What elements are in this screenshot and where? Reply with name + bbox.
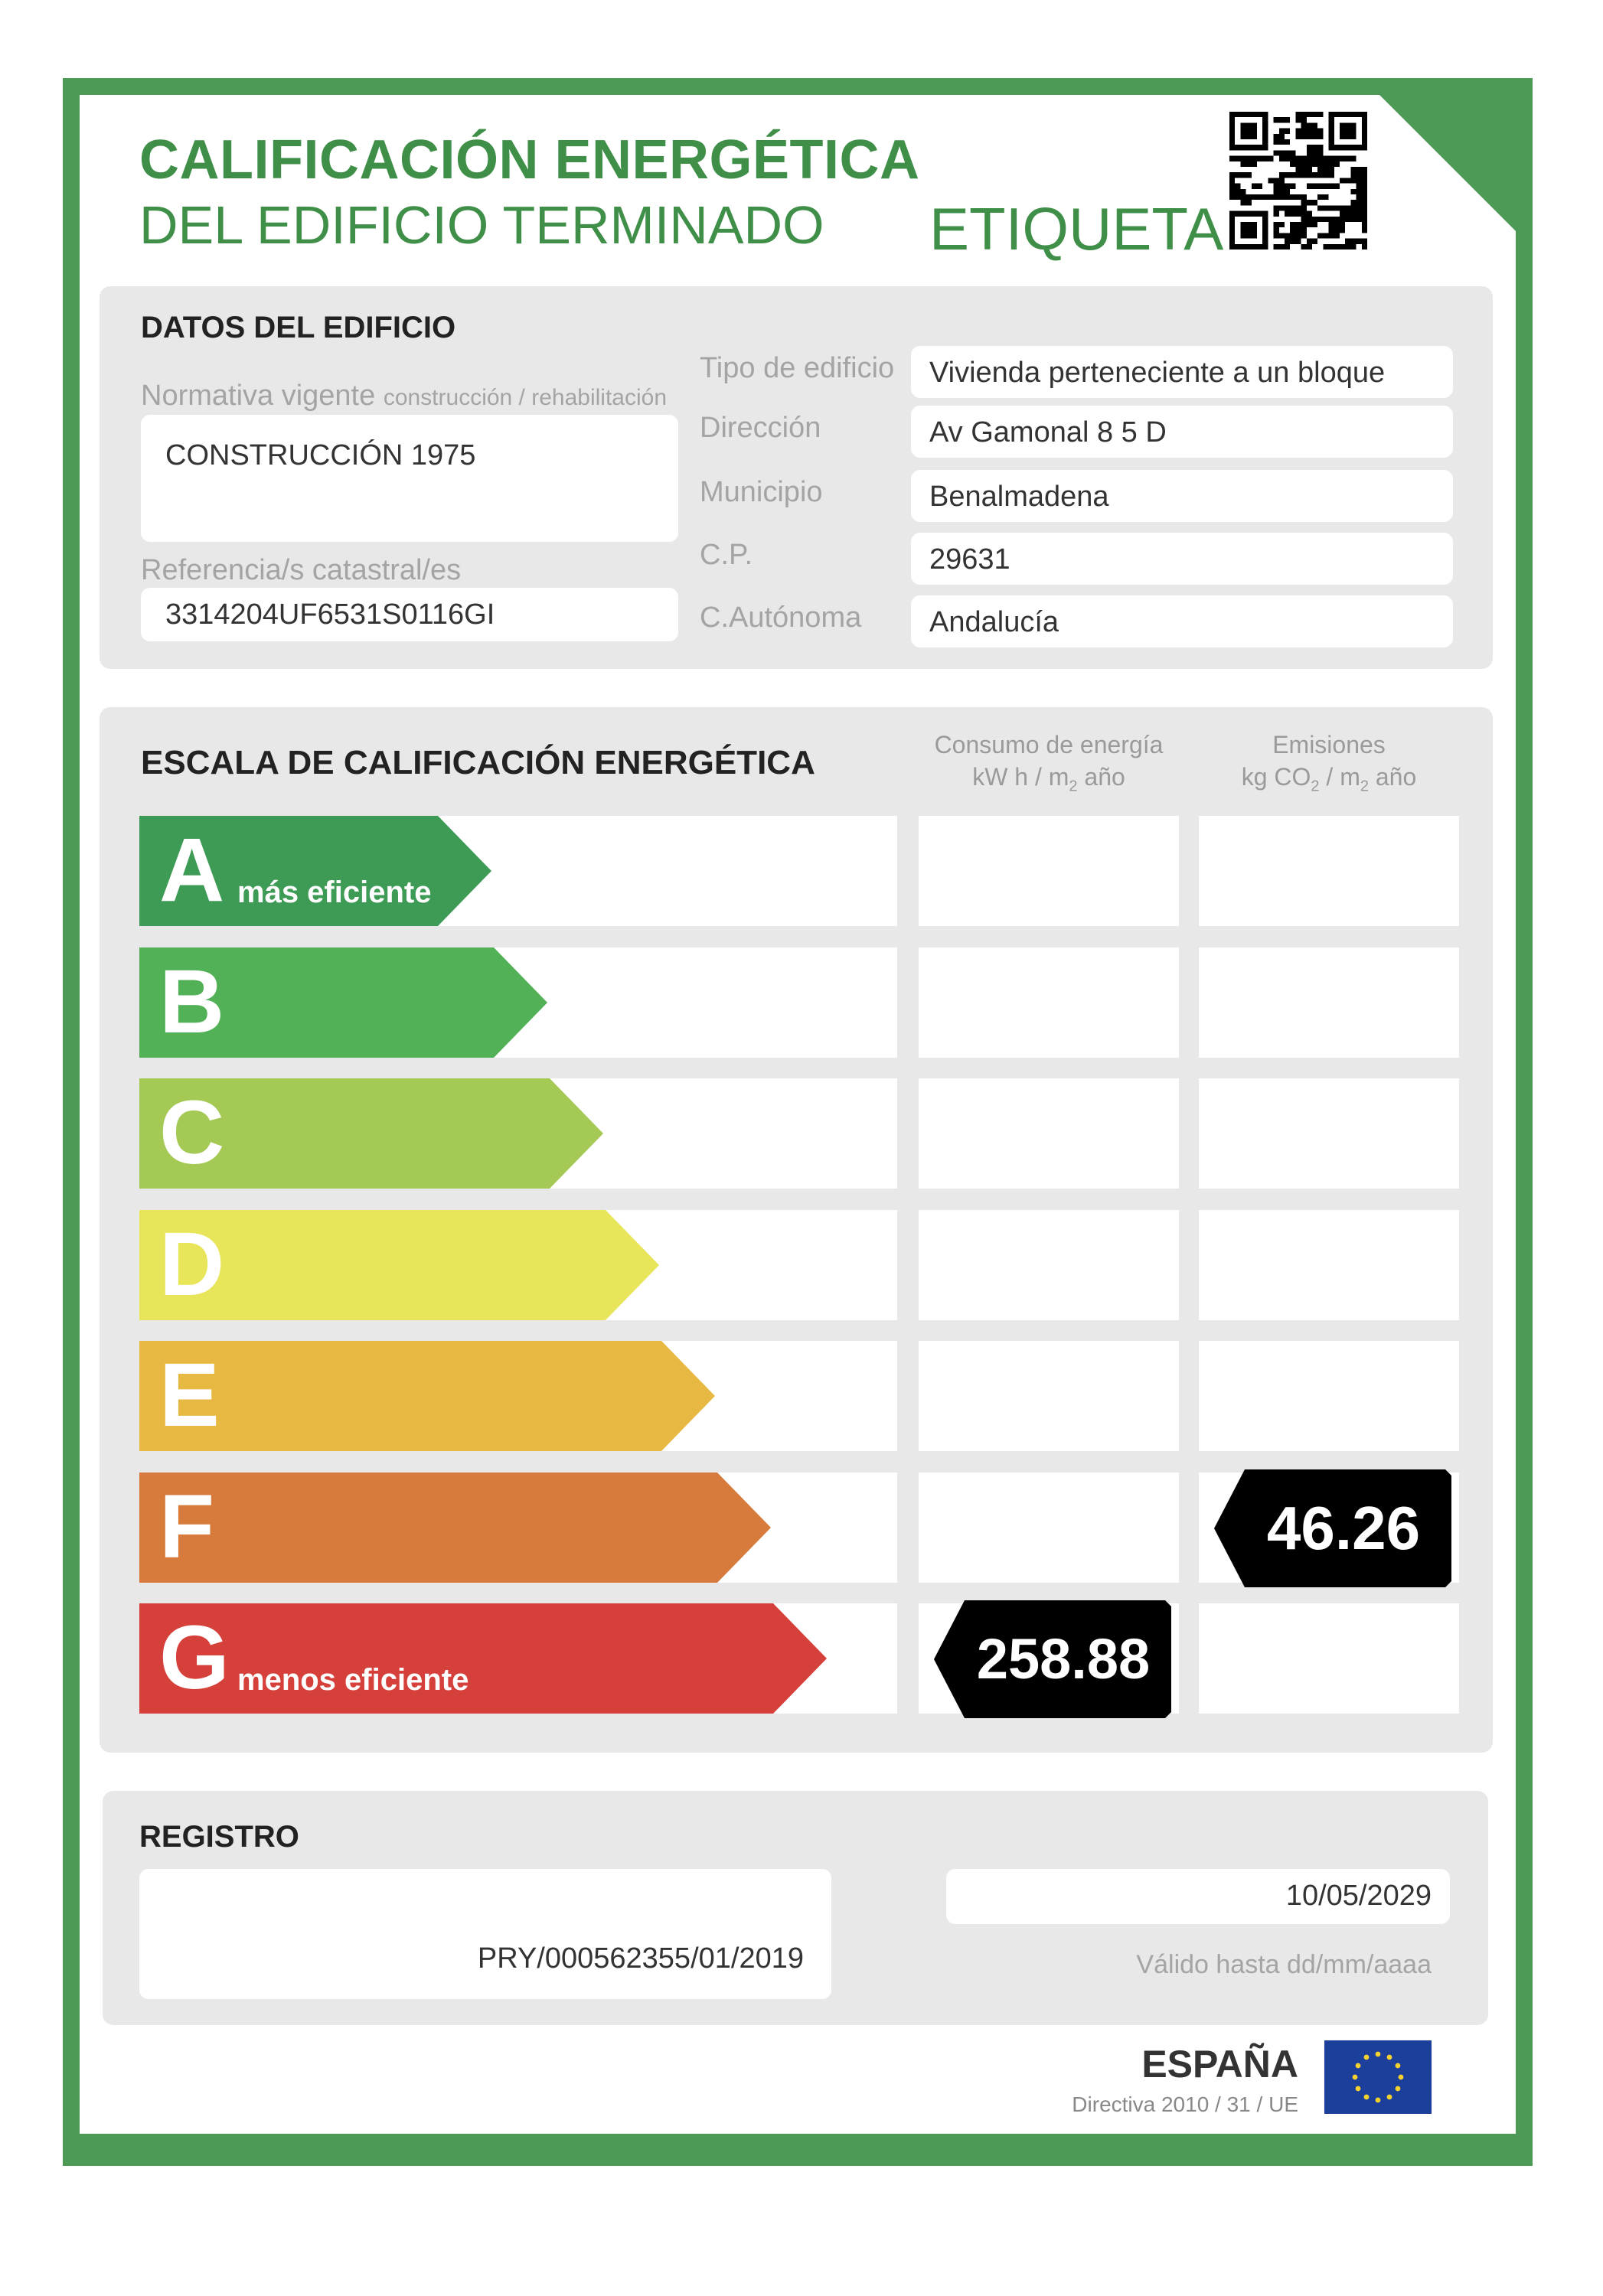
rating-class-caption: más eficiente: [237, 876, 432, 909]
building-field-label: C.Autónoma: [700, 602, 862, 634]
label-title: CALIFICACIÓN ENERGÉTICA: [139, 129, 920, 191]
building-field-label: Tipo de edificio: [700, 352, 895, 384]
rating-arrow-e: [139, 1341, 715, 1451]
building-field-value-box: [911, 346, 1453, 398]
eu-flag-icon: [1324, 2040, 1432, 2114]
energy-column-title: Consumo de energía: [934, 731, 1164, 758]
building-field-value-box: [911, 533, 1453, 585]
energy-cell: [919, 1210, 1179, 1320]
registry-number-field: [139, 1869, 831, 1999]
label-subtitle: DEL EDIFICIO TERMINADO: [139, 195, 824, 255]
emissions-cell: [1199, 1078, 1459, 1189]
rating-arrow-f: [139, 1473, 771, 1583]
catastral-value: 3314204UF6531S0116GI: [165, 598, 495, 631]
building-field-value-box: [911, 470, 1453, 522]
catastral-field: [141, 588, 678, 641]
normativa-label-text: Normativa vigente: [141, 380, 376, 412]
normativa-field: [141, 415, 678, 542]
qr-code-icon: [1229, 112, 1367, 249]
building-field-value: Av Gamonal 8 5 D: [929, 416, 1167, 448]
country-name: ESPAÑA: [1141, 2043, 1298, 2086]
rating-letter: B: [159, 951, 225, 1052]
label-type: ETIQUETA: [929, 195, 1224, 263]
emissions-cell: [1199, 1210, 1459, 1320]
building-field-label: Dirección: [700, 412, 821, 444]
energy-cell: [919, 1341, 1179, 1451]
building-field-label: Municipio: [700, 476, 823, 508]
energy-column-unit: kW h / $m_2$ año: [972, 763, 1125, 795]
emissions-rating-value: 46.26: [1266, 1494, 1421, 1562]
energy-cell: [919, 947, 1179, 1058]
emissions-column-title: Emisiones: [1272, 731, 1386, 758]
emissions-column-unit: kg $CO_2 / m_2$ año: [1241, 763, 1417, 795]
building-field-value-box: [911, 406, 1453, 458]
valid-until-date: 10/05/2029: [1285, 1880, 1432, 1912]
energy-cell: [919, 1078, 1179, 1189]
emissions-cell: [1199, 1603, 1459, 1714]
energy-rating-value: 258.88: [976, 1627, 1151, 1691]
energy-cell: [919, 1473, 1179, 1583]
normativa-label: [141, 380, 667, 413]
rating-letter: C: [159, 1082, 225, 1183]
building-field-value: Andalucía: [929, 606, 1059, 638]
building-field-value-box: [911, 595, 1453, 647]
normativa-value: CONSTRUCCIÓN 1975: [165, 439, 476, 471]
catastral-label: Referencia/s catastral/es: [141, 554, 462, 586]
emissions-cell: [1199, 947, 1459, 1058]
building-field-label: C.P.: [700, 539, 753, 571]
building-field-value: Vivienda perteneciente a un bloque: [929, 357, 1386, 389]
rating-scale-heading: ESCALA DE CALIFICACIÓN ENERGÉTICA: [141, 744, 815, 781]
emissions-cell: [1199, 816, 1459, 926]
building-field-value: 29631: [929, 543, 1010, 576]
building-field-value: Benalmadena: [929, 481, 1109, 513]
directive-text: Directiva 2010 / 31 / UE: [1072, 2092, 1298, 2116]
rating-letter: E: [159, 1345, 220, 1446]
normativa-sublabel: construcción / rehabilitación: [383, 385, 668, 410]
corner-fold-decoration: [1363, 78, 1533, 248]
building-data-heading: DATOS DEL EDIFICIO: [141, 311, 456, 344]
valid-until-label: Válido hasta dd/mm/aaaa: [1136, 1950, 1432, 1979]
emissions-cell: [1199, 1341, 1459, 1451]
rating-letter: A: [159, 820, 225, 921]
rating-letter: D: [159, 1214, 225, 1315]
rating-letter: G: [159, 1607, 230, 1708]
registry-heading: REGISTRO: [139, 1820, 299, 1854]
rating-letter: F: [159, 1476, 215, 1577]
valid-until-field: [946, 1869, 1450, 1924]
registry-number: PRY/000562355/01/2019: [477, 1942, 804, 1975]
emissions-column-header: [1199, 729, 1459, 802]
energy-cell: [919, 816, 1179, 926]
rating-class-caption: menos eficiente: [237, 1663, 469, 1697]
energy-column-header: [919, 729, 1179, 802]
